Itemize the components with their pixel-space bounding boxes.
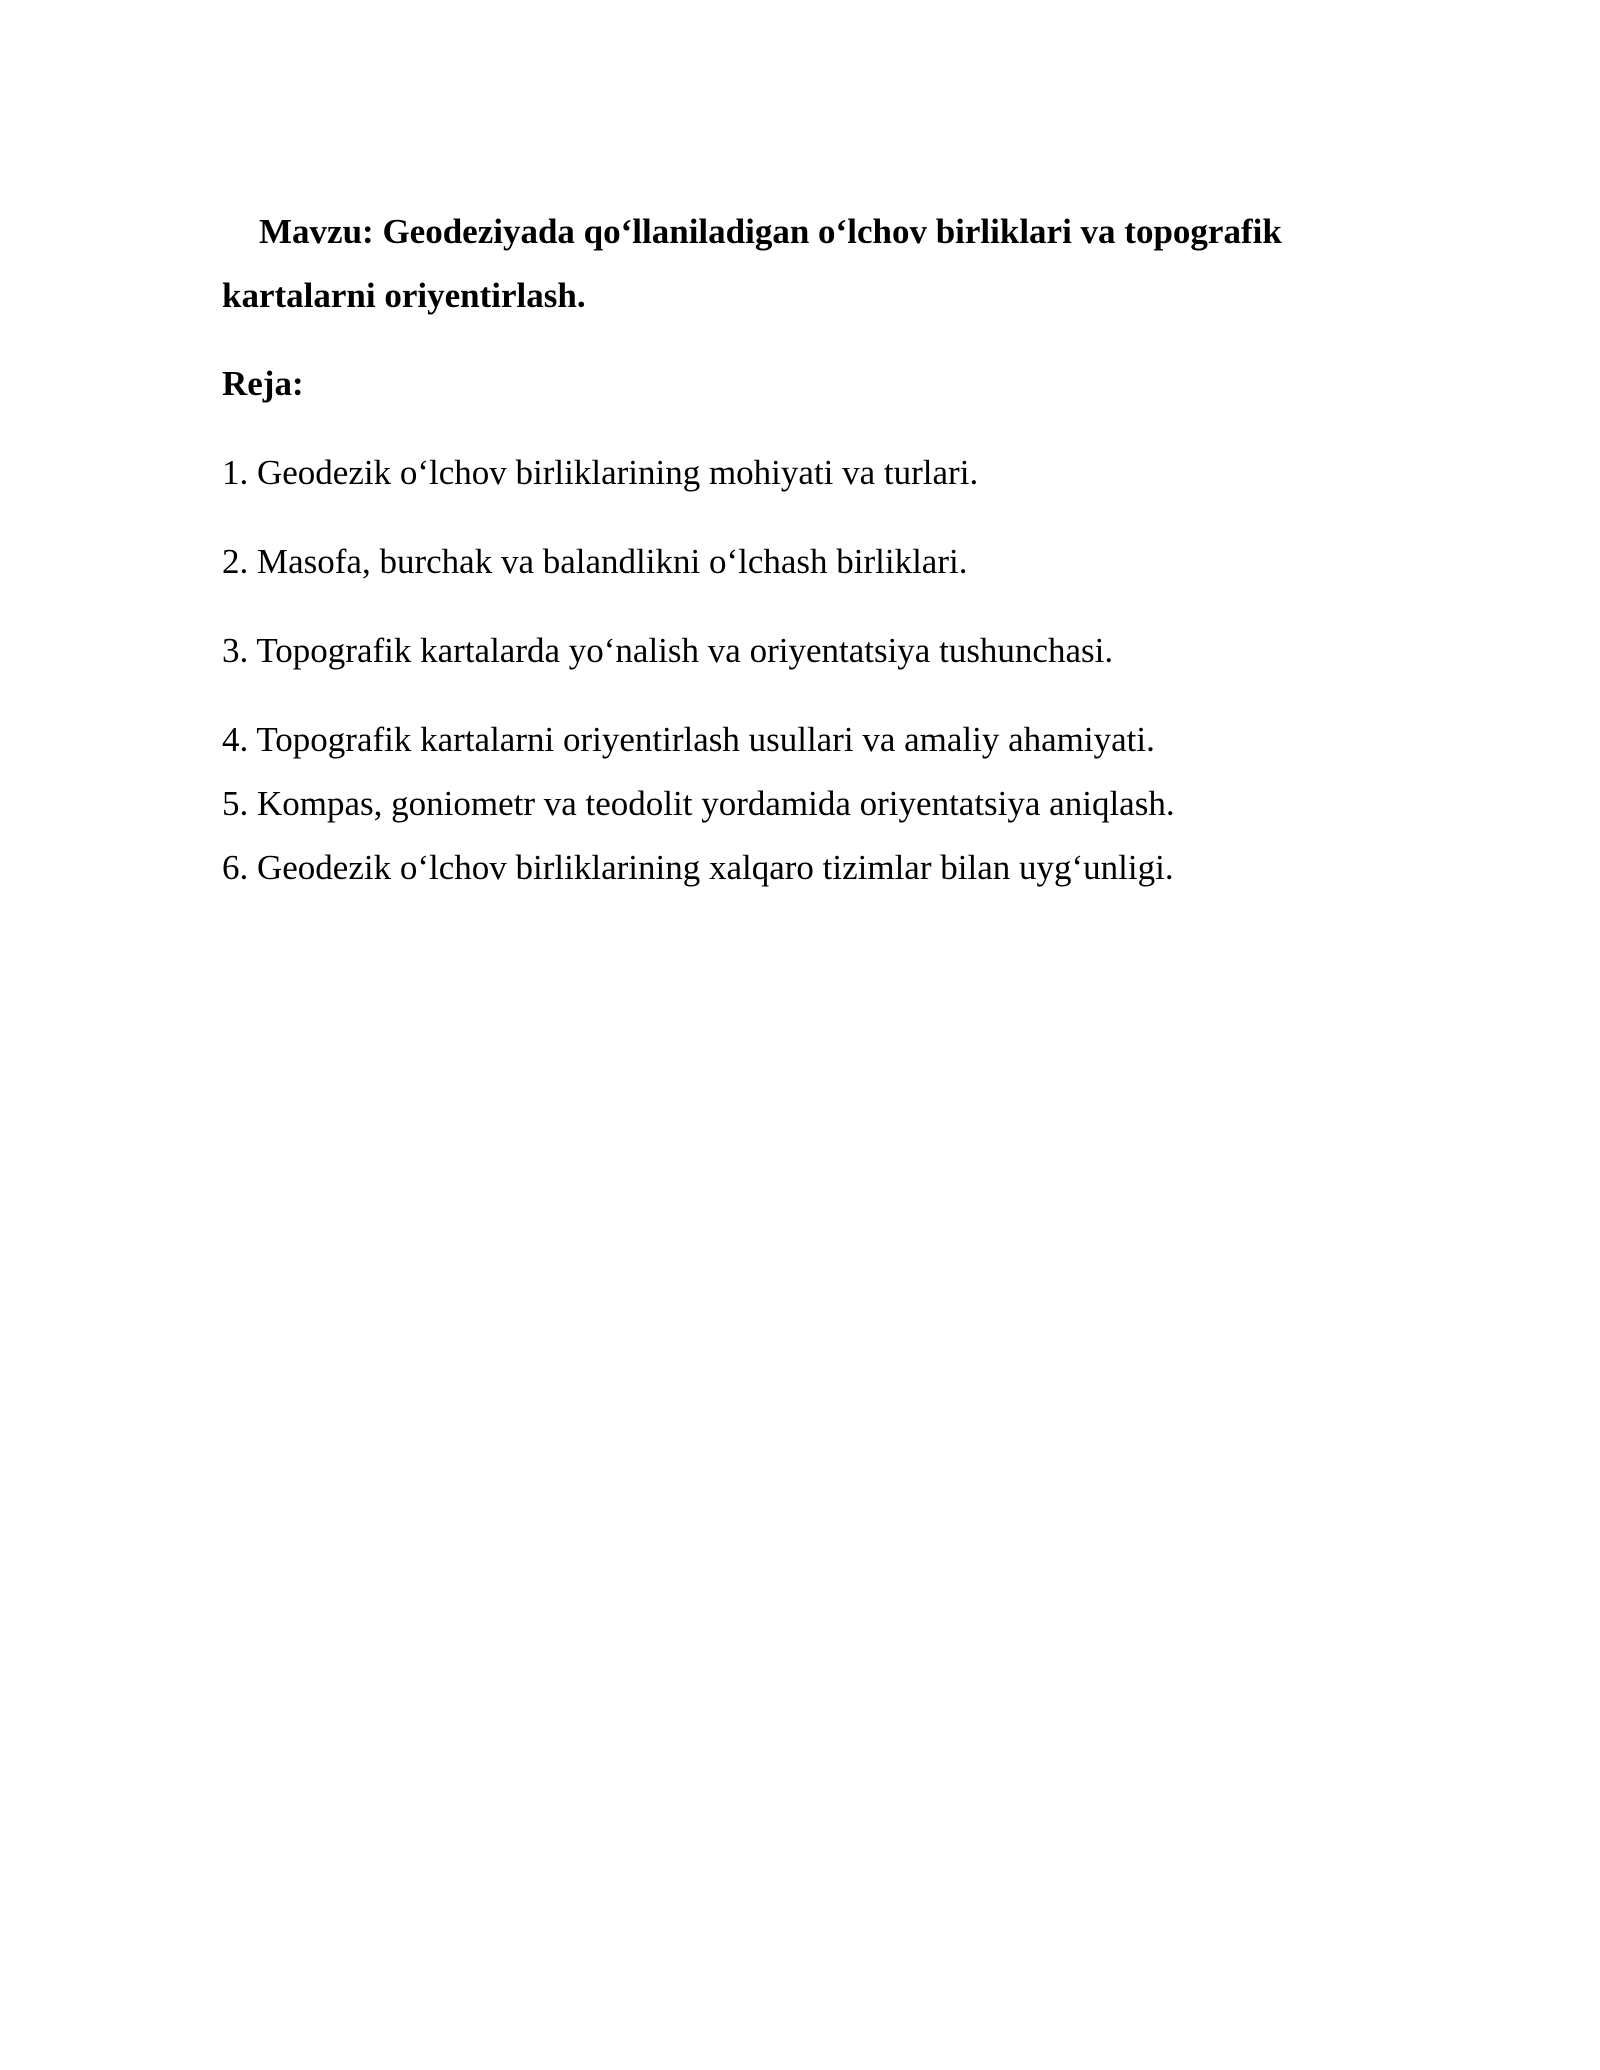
- plan-item-2: 2. Masofa, burchak va balandlikni o‘lchash birliklari.: [222, 542, 968, 581]
- document-title: Mavzu: Geodeziyada qo‘llaniladigan o‘lchov birliklari va topografik kartalarni oriyentirlash.: [222, 212, 1282, 315]
- plan-list: [222, 441, 1382, 900]
- plan-item-6: 6. Geodezik o‘lchov birliklarining xalqaro tizimlar bilan uyg‘unligi.: [222, 848, 1174, 887]
- plan-item-5: 5. Kompas, goniometr va teodolit yordamida oriyentatsiya aniqlash.: [222, 784, 1175, 823]
- plan-item-1: 1. Geodezik o‘lchov birliklarining mohiyati va turlari.: [222, 453, 979, 492]
- plan-item-4: 4. Topografik kartalarni oriyentirlash usullari va amaliy ahamiyati.: [222, 720, 1155, 759]
- plan-heading: Reja:: [222, 364, 304, 403]
- plan-item-3: 3. Topografik kartalarda yo‘nalish va oriyentatsiya tushunchasi.: [222, 631, 1114, 670]
- document-content: [222, 200, 1382, 900]
